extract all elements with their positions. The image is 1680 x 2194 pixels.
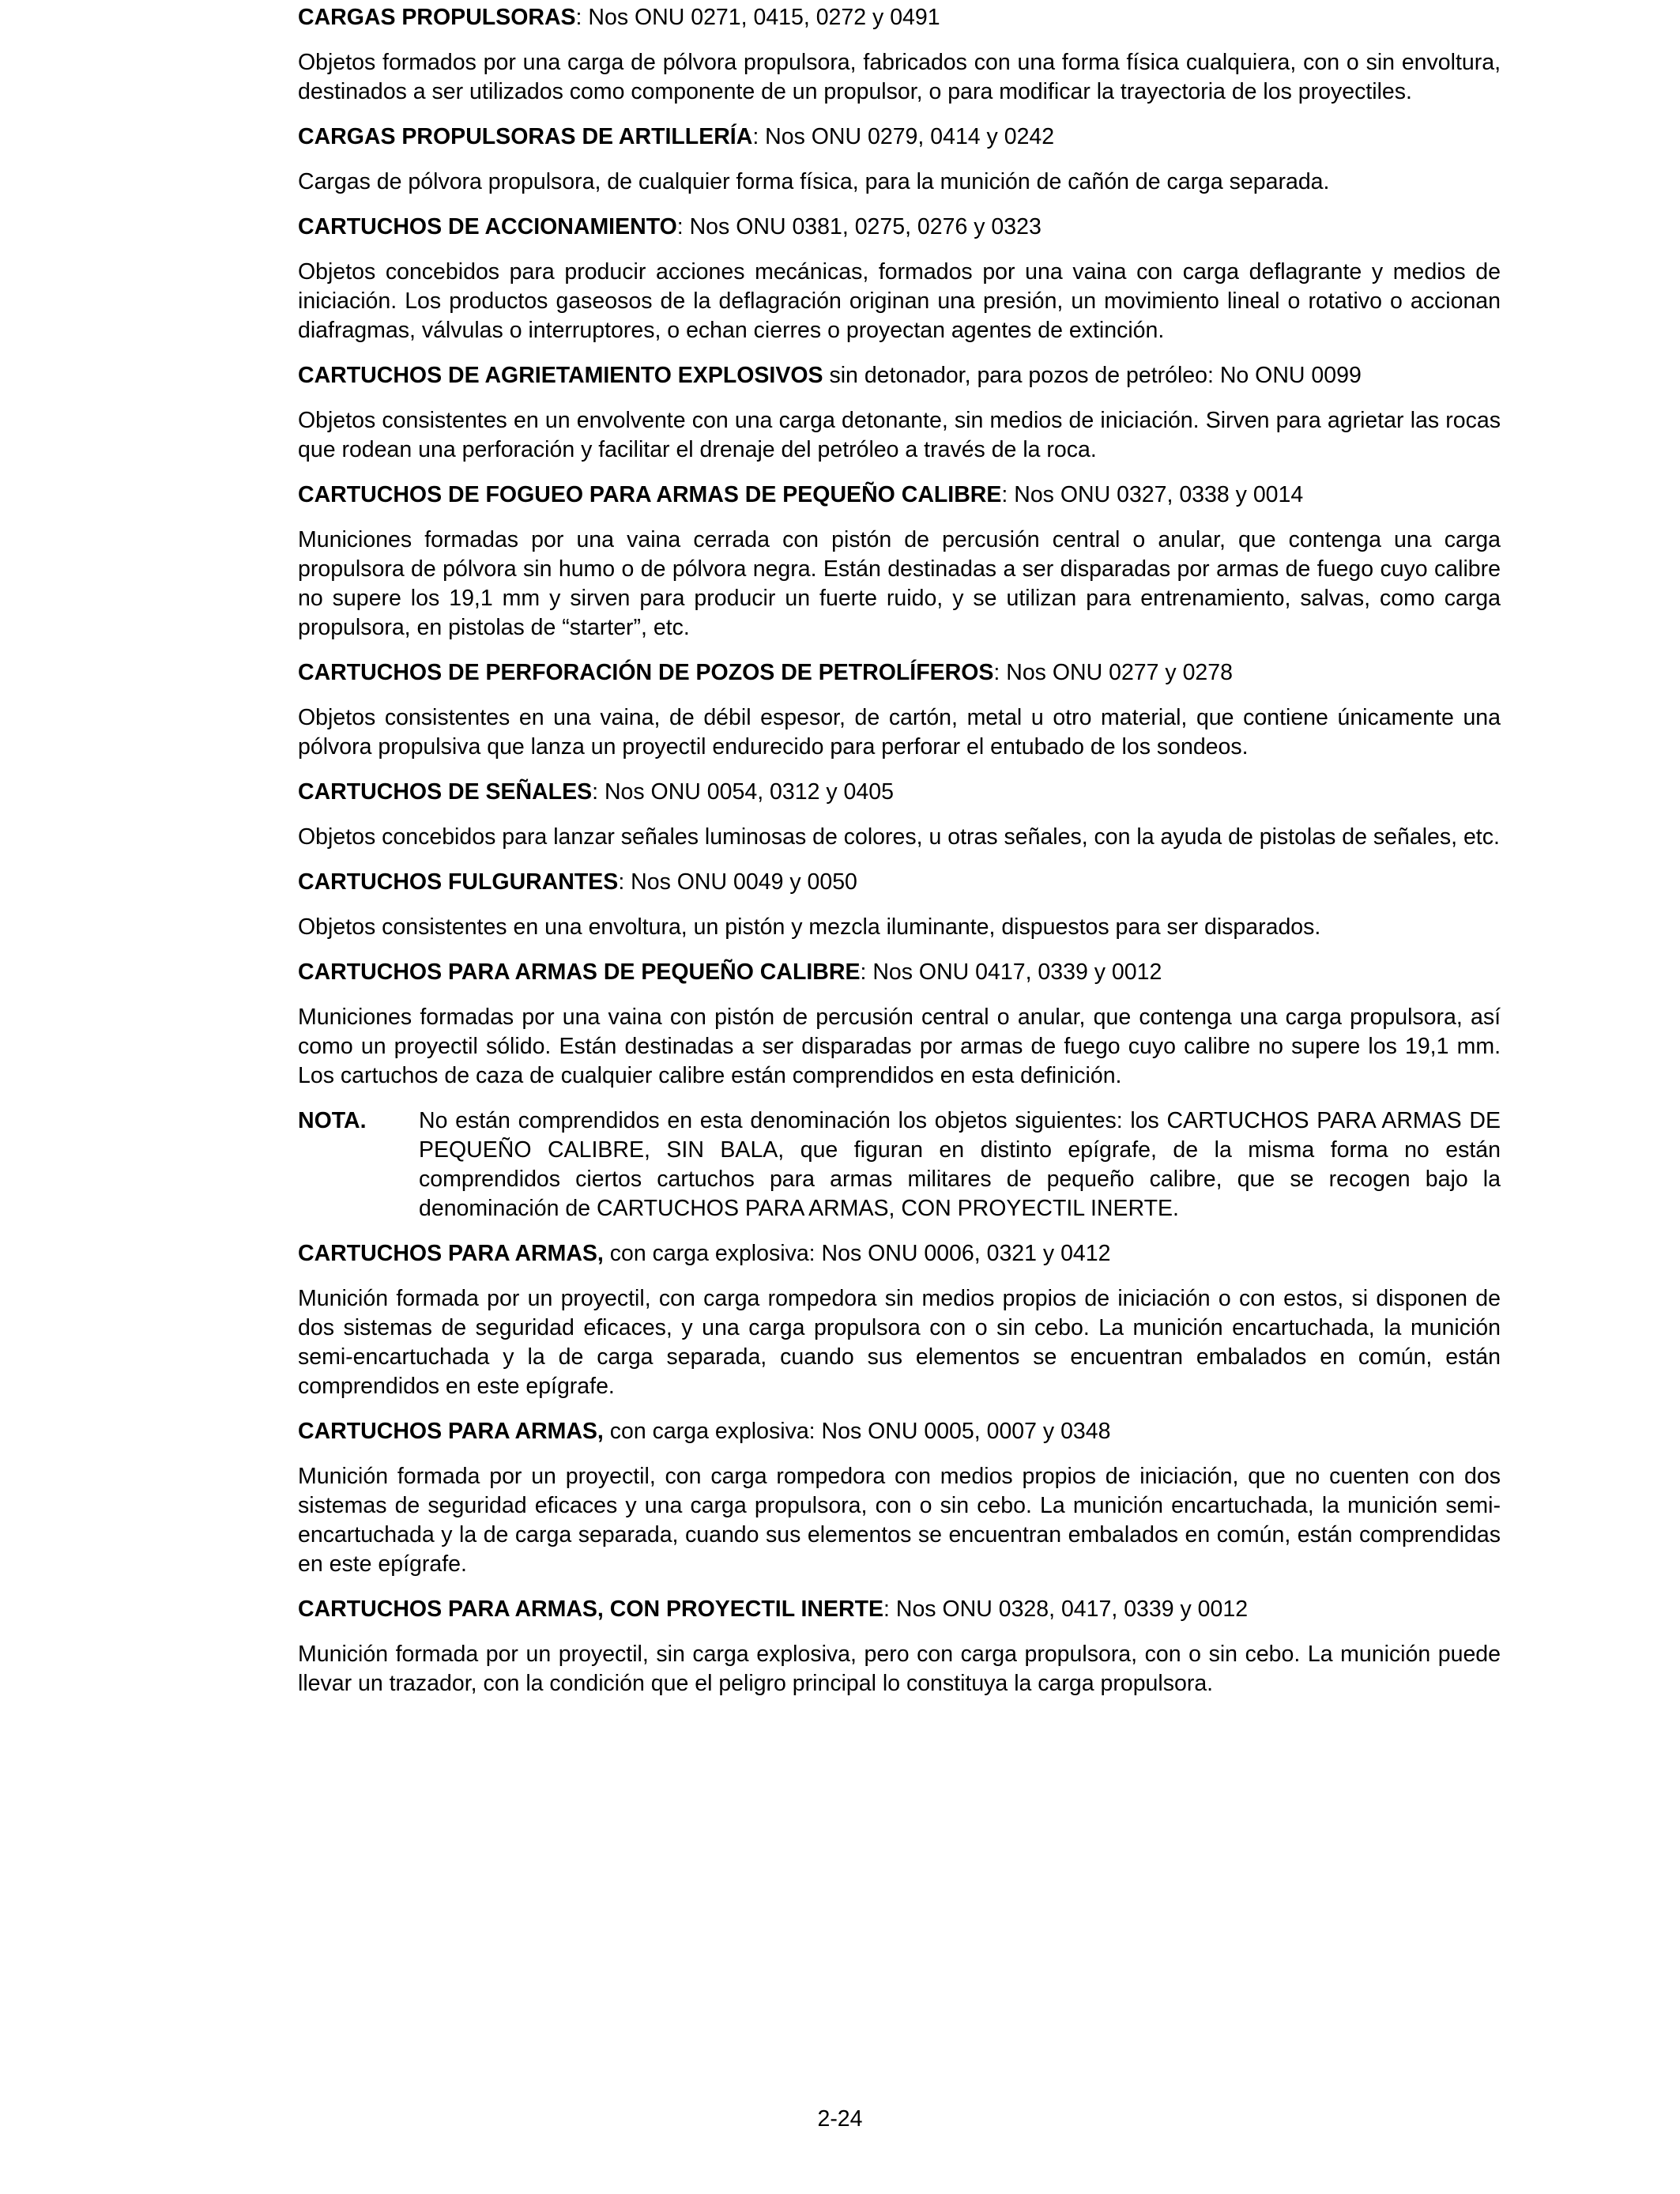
entry-description: Objetos concebidos para producir acciones mecánicas, formados por una vaina con carga deflagrante y medios de iniciación. Los productos gaseosos de la deflagración originan una presión, un movimiento lineal o rotativo o accionan diafragmas, válvulas o interruptores, o echan cierres o proyectan agentes de extinción. — [298, 259, 1501, 343]
entry-cargas-propulsoras-artilleria — [298, 123, 1501, 197]
entry-title: CARTUCHOS DE FOGUEO PARA ARMAS DE PEQUEÑO CALIBRE — [298, 482, 1002, 507]
entry-heading — [298, 658, 1501, 688]
entry-heading — [298, 1417, 1501, 1446]
entry-cartuchos-armas-carga-explosiva-1 — [298, 1239, 1501, 1401]
entry-cartuchos-fulgurantes — [298, 868, 1501, 942]
entry-title: CARGAS PROPULSORAS — [298, 5, 576, 30]
entry-un-numbers: : Nos ONU 0417, 0339 y 0012 — [860, 959, 1162, 985]
entry-description: Munición formada por un proyectil, sin carga explosiva, pero con carga propulsora, con o sin cebo. La munición puede llevar un trazador, con la condición que el peligro principal lo constituya la carga propulsora. — [298, 1642, 1501, 1696]
entry-title: CARTUCHOS PARA ARMAS DE PEQUEÑO CALIBRE — [298, 959, 861, 985]
entry-cargas-propulsoras — [298, 3, 1501, 107]
entry-cartuchos-armas-carga-explosiva-2 — [298, 1417, 1501, 1579]
entry-cartuchos-fogueo — [298, 481, 1501, 643]
entry-description: Municiones formadas por una vaina con pistón de percusión central o anular, que contenga una carga propulsora, así como un proyectil sólido. Están destinadas a ser disparadas por armas de fuego cuyo calibre no supere los 19,1 mm. Los cartuchos de caza de cualquier calibre están comprendidos en esta definición. — [298, 1005, 1501, 1088]
entry-title: CARTUCHOS FULGURANTES — [298, 869, 619, 895]
entry-description: Objetos concebidos para lanzar señales luminosas de colores, u otras señales, con la ayuda de pistolas de señales, etc. — [298, 824, 1500, 850]
entry-title: CARTUCHOS PARA ARMAS, CON PROYECTIL INERTE — [298, 1596, 884, 1622]
entry-title: CARTUCHOS PARA ARMAS, — [298, 1419, 604, 1444]
entry-un-numbers: con carga explosiva: Nos ONU 0005, 0007 y 0348 — [603, 1419, 1111, 1444]
entry-description: Objetos consistentes en una envoltura, un pistón y mezcla iluminante, dispuestos para ser disparados. — [298, 914, 1321, 940]
entry-heading — [298, 481, 1501, 510]
entry-cartuchos-armas-proyectil-inerte — [298, 1595, 1501, 1698]
entry-heading — [298, 778, 1501, 807]
entry-cartuchos-accionamiento — [298, 213, 1501, 345]
document-page — [298, 3, 1501, 1714]
entry-title: CARGAS PROPULSORAS DE ARTILLERÍA — [298, 124, 753, 149]
entry-title: CARTUCHOS DE SEÑALES — [298, 779, 593, 805]
entry-heading — [298, 1595, 1501, 1624]
entry-cartuchos-senales — [298, 778, 1501, 852]
entry-cartuchos-pequeno-calibre — [298, 958, 1501, 1223]
entry-un-numbers: : Nos ONU 0054, 0312 y 0405 — [592, 779, 894, 805]
entry-un-numbers: : Nos ONU 0271, 0415, 0272 y 0491 — [575, 5, 940, 30]
entry-un-numbers: : Nos ONU 0049 y 0050 — [618, 869, 857, 895]
entry-title: CARTUCHOS DE AGRIETAMIENTO EXPLOSIVOS — [298, 363, 823, 388]
entry-heading — [298, 958, 1501, 987]
note-text: No están comprendidos en esta denominación los objetos siguientes: los CARTUCHOS PARA ARMAS DE PEQUEÑO CALIBRE, SIN BALA, que figuran en distinto epígrafe, de la misma forma no están comprendidos ciertos cartuchos para armas militares de pequeño calibre, que se recogen bajo la denominación de CARTUCHOS PARA ARMAS, CON PROYECTIL INERTE. — [419, 1108, 1501, 1221]
entry-un-numbers: sin detonador, para pozos de petróleo: No ONU 0099 — [823, 363, 1362, 388]
entry-un-numbers: : Nos ONU 0381, 0275, 0276 y 0323 — [676, 214, 1042, 239]
entry-un-numbers: : Nos ONU 0277 y 0278 — [993, 660, 1233, 685]
entry-un-numbers: con carga explosiva: Nos ONU 0006, 0321 y 0412 — [603, 1241, 1111, 1266]
entry-title: CARTUCHOS DE ACCIONAMIENTO — [298, 214, 677, 239]
note-block — [298, 1106, 1501, 1223]
entry-un-numbers: : Nos ONU 0328, 0417, 0339 y 0012 — [883, 1596, 1249, 1622]
entry-cartuchos-agrietamiento — [298, 361, 1501, 465]
entry-title: CARTUCHOS PARA ARMAS, — [298, 1241, 604, 1266]
entry-cartuchos-perforacion — [298, 658, 1501, 762]
entry-heading — [298, 868, 1501, 897]
entry-description: Municiones formadas por una vaina cerrada con pistón de percusión central o anular, que contenga una carga propulsora de pólvora sin humo o de pólvora negra. Están destinadas a ser disparadas por armas de fuego cuyo calibre no supere los 19,1 mm y sirven para producir un fuerte ruido, y se utilizan para entrenamiento, salvas, como carga propulsora, en pistolas de “starter”, etc. — [298, 527, 1501, 640]
entry-description: Objetos consistentes en una vaina, de débil espesor, de cartón, metal u otro material, que contiene únicamente una pólvora propulsiva que lanza un proyectil endurecido para perforar el entubado de los sondeos. — [298, 705, 1501, 760]
entry-description: Cargas de pólvora propulsora, de cualquier forma física, para la munición de cañón de carga separada. — [298, 169, 1330, 194]
note-label: NOTA. — [298, 1108, 367, 1133]
page-number: 2-24 — [817, 2106, 863, 2132]
entry-heading — [298, 3, 1501, 32]
entry-description: Objetos consistentes en un envolvente con una carga detonante, sin medios de iniciación. Sirven para agrietar las rocas que rodean una perforación y facilitar el drenaje del petróleo a través de la roca. — [298, 408, 1501, 462]
entry-heading — [298, 123, 1501, 152]
entry-un-numbers: : Nos ONU 0327, 0338 y 0014 — [1001, 482, 1304, 507]
entry-description: Munición formada por un proyectil, con carga rompedora con medios propios de iniciación, que no cuenten con dos sistemas de seguridad eficaces y una carga propulsora, con o sin cebo. La munición encartuchada, la munición semi-encartuchada y la de carga separada, cuando sus elementos se encuentran embalados en común, están comprendidas en este epígrafe. — [298, 1464, 1501, 1577]
entry-description: Munición formada por un proyectil, con carga rompedora sin medios propios de iniciación o con estos, si disponen de dos sistemas de seguridad eficaces, y una carga propulsora con o sin cebo. La munición encartuchada, la munición semi-encartuchada y la de carga separada, cuando sus elementos se encuentran embalados en común, están comprendidos en este epígrafe. — [298, 1286, 1501, 1399]
entry-description: Objetos formados por una carga de pólvora propulsora, fabricados con una forma física cualquiera, con o sin envoltura, destinados a ser utilizados como componente de un propulsor, o para modificar la trayectoria de los proyectiles. — [298, 50, 1501, 104]
entry-heading — [298, 361, 1501, 390]
entry-title: CARTUCHOS DE PERFORACIÓN DE POZOS DE PETROLÍFEROS — [298, 660, 994, 685]
entry-heading — [298, 213, 1501, 242]
entry-heading — [298, 1239, 1501, 1269]
entry-un-numbers: : Nos ONU 0279, 0414 y 0242 — [752, 124, 1055, 149]
